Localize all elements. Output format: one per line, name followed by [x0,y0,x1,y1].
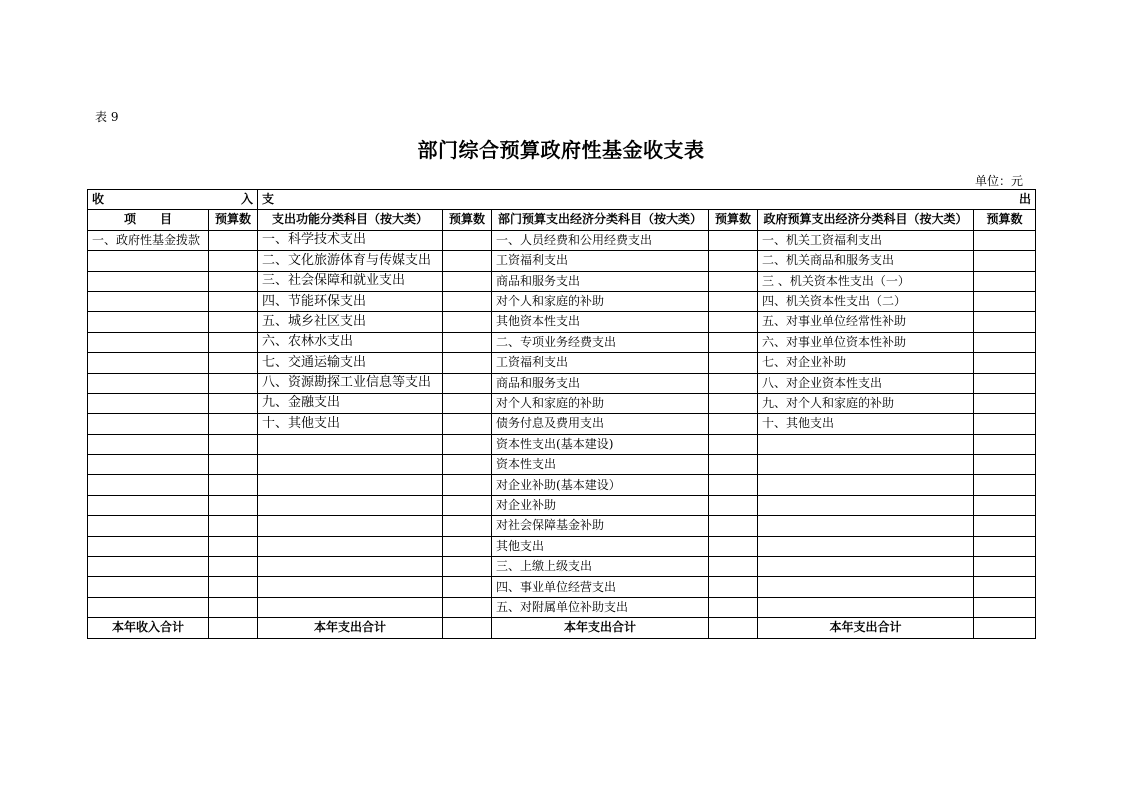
dept-econ-amount-cell [709,291,758,311]
functional-class-empty [258,557,443,577]
dept-econ-class-item: 对社会保障基金补助 [492,516,709,536]
table-row [88,557,1036,577]
dept-econ-amount-cell [709,434,758,454]
table-row [88,271,1036,291]
income-amount-cell [209,557,258,577]
dept-econ-amount-cell [709,312,758,332]
gov-econ-class-item: 三 、机关资本性支出（一） [758,271,974,291]
functional-amount-cell [443,414,492,434]
functional-amount-cell [443,230,492,250]
gov-econ-amount-cell [974,393,1036,413]
dept-econ-amount-cell [709,597,758,617]
functional-class-item: 二、文化旅游体育与传媒支出 [258,251,443,271]
income-item-empty [88,353,209,373]
table-row [88,230,1036,250]
gov-econ-amount-cell [974,516,1036,536]
functional-class-item: 一、科学技术支出 [258,230,443,250]
income-item-empty [88,597,209,617]
dept-econ-class-item: 商品和服务支出 [492,373,709,393]
income-amount-cell [209,291,258,311]
income-item-empty [88,251,209,271]
table-row [88,353,1036,373]
dept-econ-class-item: 一、人员经费和公用经费支出 [492,230,709,250]
functional-amount-cell [443,393,492,413]
gov-econ-class-item: 八、对企业资本性支出 [758,373,974,393]
income-item-empty [88,332,209,352]
dept-econ-class-item: 对企业补助 [492,495,709,515]
table-row [88,414,1036,434]
gov-econ-class-empty [758,434,974,454]
income-item-empty [88,557,209,577]
dept-econ-amount-cell [709,475,758,495]
dept-econ-amount-cell [709,536,758,556]
dept-econ-class-item: 四、事业单位经营支出 [492,577,709,597]
income-item-empty [88,312,209,332]
dept-econ-class-item: 对个人和家庭的补助 [492,291,709,311]
gov-econ-class-item: 四、机关资本性支出（二） [758,291,974,311]
functional-class-item: 七、交通运输支出 [258,353,443,373]
gov-econ-class-empty [758,577,974,597]
income-item-empty [88,455,209,475]
functional-amount-cell [443,516,492,536]
income-item-empty [88,475,209,495]
income-item-empty [88,536,209,556]
income-amount-cell [209,271,258,291]
dept-econ-class-item: 对个人和家庭的补助 [492,393,709,413]
header-row-columns [88,210,1036,230]
functional-class-empty [258,597,443,617]
gov-econ-amount-cell [974,230,1036,250]
dept-econ-amount-cell [709,332,758,352]
income-item-empty [88,291,209,311]
gov-econ-amount-cell [974,434,1036,454]
functional-amount-cell [443,434,492,454]
gov-econ-class-item: 五、对事业单位经常性补助 [758,312,974,332]
budget-amount-header: 预算数 [443,210,492,230]
functional-amount-cell [443,577,492,597]
gov-econ-class-item: 六、对事业单位资本性补助 [758,332,974,352]
gov-econ-class-empty [758,597,974,617]
table-row [88,251,1036,271]
gov-econ-class-item: 一、机关工资福利支出 [758,230,974,250]
dept-econ-amount-cell [709,557,758,577]
table-row [88,536,1036,556]
budget-amount-header: 预算数 [974,210,1036,230]
income-amount-cell [209,251,258,271]
dept-econ-class-item: 债务付息及费用支出 [492,414,709,434]
functional-class-item: 六、农林水支出 [258,332,443,352]
gov-econ-class-item: 十、其他支出 [758,414,974,434]
functional-class-empty [258,475,443,495]
income-item-empty [88,373,209,393]
gov-econ-class-empty [758,455,974,475]
income-amount-cell [209,597,258,617]
table-row [88,577,1036,597]
table-row [88,475,1036,495]
dept-econ-amount-cell [709,271,758,291]
dept-econ-amount-cell [709,495,758,515]
functional-class-empty [258,577,443,597]
functional-class-item: 四、节能环保支出 [258,291,443,311]
functional-amount-cell [443,353,492,373]
income-item-empty [88,516,209,536]
gov-econ-class-empty [758,495,974,515]
income-total-amount [209,618,258,638]
table-row [88,332,1036,352]
functional-class-item: 三、社会保障和就业支出 [258,271,443,291]
income-item: 一、政府性基金拨款 [88,230,209,250]
functional-amount-cell [443,291,492,311]
functional-amount-cell [443,475,492,495]
dept-econ-class-item: 二、专项业务经费支出 [492,332,709,352]
gov-econ-class-item: 七、对企业补助 [758,353,974,373]
functional-amount-cell [443,536,492,556]
dept-econ-amount-cell [709,455,758,475]
dept-econ-amount-cell [709,414,758,434]
gov-econ-amount-cell [974,271,1036,291]
functional-class-empty [258,434,443,454]
dept-econ-class-item: 商品和服务支出 [492,271,709,291]
gov-econ-amount-cell [974,577,1036,597]
income-amount-cell [209,536,258,556]
dept-econ-class-header: 部门预算支出经济分类科目（按大类） [492,210,709,230]
income-item-empty [88,414,209,434]
income-item-empty [88,495,209,515]
budget-amount-header: 预算数 [709,210,758,230]
functional-class-empty [258,455,443,475]
gov-econ-amount-cell [974,251,1036,271]
gov-econ-amount-cell [974,373,1036,393]
income-amount-cell [209,495,258,515]
table-row [88,393,1036,413]
income-total-label: 本年收入合计 [88,618,209,638]
gov-econ-amount-cell [974,495,1036,515]
dept-econ-amount-cell [709,251,758,271]
gov-econ-amount-cell [974,414,1036,434]
gov-econ-total-amount [974,618,1036,638]
functional-class-item: 八、资源勘探工业信息等支出 [258,373,443,393]
functional-amount-cell [443,455,492,475]
functional-amount-cell [443,597,492,617]
dept-econ-class-item: 其他资本性支出 [492,312,709,332]
table-row [88,434,1036,454]
functional-class-item: 十、其他支出 [258,414,443,434]
functional-class-empty [258,495,443,515]
dept-econ-class-item: 工资福利支出 [492,353,709,373]
income-item-empty [88,271,209,291]
table-row [88,495,1036,515]
header-row-top [88,190,1036,210]
dept-econ-class-item: 工资福利支出 [492,251,709,271]
dept-econ-class-item: 其他支出 [492,536,709,556]
functional-amount-cell [443,495,492,515]
gov-econ-class-empty [758,536,974,556]
functional-class-header: 支出功能分类科目（按大类） [258,210,443,230]
gov-econ-class-empty [758,475,974,495]
dept-econ-class-item: 对企业补助(基本建设） [492,475,709,495]
gov-econ-class-header: 政府预算支出经济分类科目（按大类） [758,210,974,230]
income-amount-cell [209,230,258,250]
dept-econ-amount-cell [709,577,758,597]
gov-econ-amount-cell [974,312,1036,332]
functional-class-item: 九、金融支出 [258,393,443,413]
dept-econ-amount-cell [709,230,758,250]
gov-econ-amount-cell [974,597,1036,617]
functional-amount-cell [443,557,492,577]
income-amount-cell [209,373,258,393]
dept-econ-class-item: 资本性支出 [492,455,709,475]
gov-econ-amount-cell [974,291,1036,311]
dept-econ-amount-cell [709,373,758,393]
functional-total-label: 本年支出合计 [258,618,443,638]
income-amount-cell [209,475,258,495]
gov-econ-class-empty [758,516,974,536]
page-title: 部门综合预算政府性基金收支表 [417,138,705,162]
gov-econ-class-empty [758,557,974,577]
dept-econ-total-amount [709,618,758,638]
gov-econ-class-item: 九、对个人和家庭的补助 [758,393,974,413]
table-row [88,312,1036,332]
functional-total-amount [443,618,492,638]
gov-econ-amount-cell [974,557,1036,577]
gov-econ-class-item: 二、机关商品和服务支出 [758,251,974,271]
functional-amount-cell [443,251,492,271]
item-column-header: 项 目 [88,210,209,230]
functional-class-item: 五、城乡社区支出 [258,312,443,332]
dept-econ-class-item: 资本性支出(基本建设) [492,434,709,454]
totals-row [88,618,1036,638]
expenditure-header: 支 出 [258,190,1036,210]
budget-table [87,189,1036,639]
income-header: 收 入 [88,190,258,210]
gov-econ-amount-cell [974,332,1036,352]
income-item-empty [88,577,209,597]
dept-econ-amount-cell [709,353,758,373]
dept-econ-class-item: 五、对附属单位补助支出 [492,597,709,617]
functional-class-empty [258,516,443,536]
table-row [88,597,1036,617]
functional-amount-cell [443,271,492,291]
income-amount-cell [209,455,258,475]
income-item-empty [88,393,209,413]
functional-amount-cell [443,312,492,332]
functional-amount-cell [443,332,492,352]
income-amount-cell [209,516,258,536]
gov-econ-amount-cell [974,536,1036,556]
income-item-empty [88,434,209,454]
income-amount-cell [209,434,258,454]
unit-label: 单位：元 [975,174,1024,188]
dept-econ-class-item: 三、上缴上级支出 [492,557,709,577]
table-row [88,455,1036,475]
functional-amount-cell [443,373,492,393]
dept-econ-amount-cell [709,516,758,536]
gov-econ-amount-cell [974,475,1036,495]
gov-econ-amount-cell [974,455,1036,475]
dept-econ-total-label: 本年支出合计 [492,618,709,638]
table-number-label: 表 9 [95,110,119,124]
table-row [88,291,1036,311]
functional-class-empty [258,536,443,556]
income-amount-cell [209,332,258,352]
table-row [88,373,1036,393]
income-amount-cell [209,414,258,434]
gov-econ-total-label: 本年支出合计 [758,618,974,638]
income-amount-cell [209,353,258,373]
gov-econ-amount-cell [974,353,1036,373]
income-amount-cell [209,577,258,597]
income-amount-cell [209,312,258,332]
budget-amount-header: 预算数 [209,210,258,230]
dept-econ-amount-cell [709,393,758,413]
income-amount-cell [209,393,258,413]
table-row [88,516,1036,536]
